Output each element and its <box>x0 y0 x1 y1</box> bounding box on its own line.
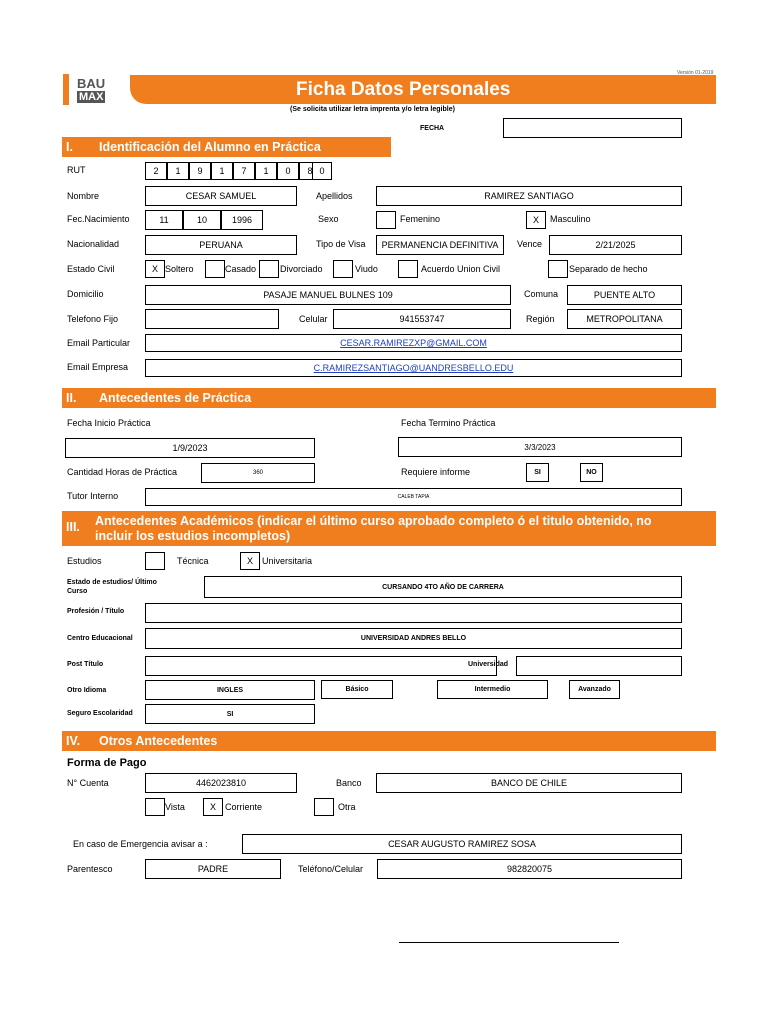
section-3-header: III. Antecedentes Académicos (indicar el último curso aprobado completo ó el titulo obtenido, no incluir los estudios incompletos) <box>62 511 716 546</box>
universitaria-checkbox[interactable]: X <box>240 552 260 570</box>
fecha-label: FECHA <box>420 125 445 132</box>
version-text: Versión 01-2019 <box>677 70 714 76</box>
rut-digit-1[interactable]: 2 <box>145 162 167 180</box>
banco-field[interactable]: BANCO DE CHILE <box>376 773 682 793</box>
comuna-field[interactable]: PUENTE ALTO <box>567 285 682 305</box>
rut-dv[interactable]: 0 <box>312 162 332 180</box>
sexo-label: Sexo <box>318 214 339 224</box>
centro-field[interactable]: UNIVERSIDAD ANDRES BELLO <box>145 628 682 649</box>
viudo-label: Viudo <box>355 264 378 274</box>
vista-label: Vista <box>165 802 185 812</box>
termino-label: Fecha Termino Práctica <box>401 418 496 428</box>
parentesco-field[interactable]: PADRE <box>145 859 281 879</box>
section-4-header: IV. Otros Antecedentes <box>62 731 716 751</box>
rut-digit-5[interactable]: 7 <box>233 162 255 180</box>
fecnac-month[interactable]: 10 <box>183 210 221 230</box>
femenino-checkbox[interactable] <box>376 211 396 229</box>
acuerdo-checkbox[interactable] <box>398 260 418 278</box>
banco-label: Banco <box>336 778 362 788</box>
section-1-title: Identificación del Alumno en Práctica <box>99 140 321 154</box>
estado-estudios-label-2: Curso <box>67 588 88 595</box>
informe-label: Requiere informe <box>401 467 471 477</box>
seguro-field[interactable]: SI <box>145 704 315 724</box>
corriente-checkbox[interactable]: X <box>203 798 223 816</box>
telcel-label: Teléfono/Celular <box>298 864 364 874</box>
emailemp-link[interactable]: C.RAMIREZSANTIAGO@UANDRESBELLO.EDU <box>313 363 514 373</box>
informe-si-box[interactable]: SI <box>526 463 549 482</box>
emailpart-label: Email Particular <box>67 338 131 348</box>
masculino-label: Masculino <box>550 214 591 224</box>
apellidos-field[interactable]: RAMIREZ SANTIAGO <box>376 186 682 206</box>
profesion-field[interactable] <box>145 603 682 623</box>
telfijo-field[interactable] <box>145 309 279 329</box>
region-field[interactable]: METROPOLITANA <box>567 309 682 329</box>
inicio-label: Fecha Inicio Práctica <box>67 418 151 428</box>
basico-box[interactable]: Básico <box>321 680 393 699</box>
femenino-label: Femenino <box>400 214 441 224</box>
informe-no-box[interactable]: NO <box>580 463 603 482</box>
rut-digit-6[interactable]: 1 <box>255 162 277 180</box>
rut-label: RUT <box>67 165 86 175</box>
tipovisa-field[interactable]: PERMANENCIA DEFINITIVA <box>376 235 504 255</box>
rut-digit-8[interactable]: 8 <box>299 162 321 180</box>
nombre-label: Nombre <box>67 191 100 201</box>
horas-label: Cantidad Horas de Práctica <box>67 467 178 477</box>
section-3-title-line2: incluir los estudios incompletos) <box>95 529 291 543</box>
intermedio-box[interactable]: Intermedio <box>437 680 548 699</box>
emailpart-link[interactable]: CESAR.RAMIREZXP@GMAIL.COM <box>340 338 487 348</box>
corriente-label: Corriente <box>225 802 263 812</box>
tipovisa-label: Tipo de Visa <box>316 239 366 249</box>
fecha-field[interactable] <box>503 118 682 138</box>
logo-text-max: MAX <box>79 91 104 103</box>
posttitulo-label: Post Título <box>67 661 104 668</box>
telfijo-label: Telefono Fijo <box>67 314 119 324</box>
termino-field[interactable]: 3/3/2023 <box>398 437 682 457</box>
tecnica-checkbox[interactable] <box>145 552 165 570</box>
avanzado-box[interactable]: Avanzado <box>569 680 620 699</box>
divorciado-checkbox[interactable] <box>259 260 279 278</box>
seguro-label: Seguro Escolaridad <box>67 710 133 717</box>
viudo-checkbox[interactable] <box>333 260 353 278</box>
nacionalidad-field[interactable]: PERUANA <box>145 235 297 255</box>
vista-checkbox[interactable] <box>145 798 165 816</box>
section-2-header: II. Antecedentes de Práctica <box>62 388 716 408</box>
section-3-title-line1: Antecedentes Académicos (indicar el último curso aprobado completo ó el titulo obtenido, no <box>95 514 652 528</box>
cuenta-label: N° Cuenta <box>67 778 109 788</box>
masculino-checkbox[interactable]: X <box>526 211 546 229</box>
soltero-checkbox[interactable]: X <box>145 260 165 278</box>
domicilio-label: Domicilio <box>67 289 104 299</box>
fecnac-year[interactable]: 1996 <box>221 210 263 230</box>
centro-label: Centro Educacional <box>67 635 133 642</box>
emergencia-field[interactable]: CESAR AUGUSTO RAMIREZ SOSA <box>242 834 682 854</box>
signature-line <box>399 942 619 943</box>
cuenta-field[interactable]: 4462023810 <box>145 773 297 793</box>
subtitle: (Se solicita utilizar letra imprenta y/o letra legible) <box>290 106 455 113</box>
rut-digit-3[interactable]: 9 <box>189 162 211 180</box>
fecnac-label: Fec.Nacimiento <box>67 214 130 224</box>
posttitulo-field[interactable] <box>145 656 497 676</box>
vence-label: Vence <box>517 239 543 249</box>
universidad-label: Universidad <box>468 661 509 668</box>
emailemp-field[interactable] <box>145 359 682 377</box>
casado-label: Casado <box>225 264 257 274</box>
acuerdo-label: Acuerdo Union Civil <box>421 264 501 274</box>
inicio-field[interactable]: 1/9/2023 <box>65 438 315 458</box>
nacionalidad-label: Nacionalidad <box>67 239 120 249</box>
celular-label: Celular <box>299 314 328 324</box>
rut-digit-4[interactable]: 1 <box>211 162 233 180</box>
estudios-label: Estudios <box>67 556 102 566</box>
soltero-label: Soltero <box>165 264 194 274</box>
domicilio-field[interactable]: PASAJE MANUEL BULNES 109 <box>145 285 511 305</box>
logo-text-bau: BAU <box>77 76 106 91</box>
telcel-field[interactable]: 982820075 <box>377 859 682 879</box>
logo <box>63 74 113 106</box>
section-4-title: Otros Antecedentes <box>99 734 218 748</box>
estado-estudios-label-1: Estado de estudios/ Último <box>67 579 157 586</box>
otra-checkbox[interactable] <box>314 798 334 816</box>
casado-checkbox[interactable] <box>205 260 225 278</box>
emailemp-label: Email Empresa <box>67 362 129 372</box>
formapago-label: Forma de Pago <box>67 757 147 769</box>
estado-estudios-field[interactable]: CURSANDO 4TO AÑO DE CARRERA <box>204 576 682 598</box>
fecnac-day[interactable]: 11 <box>145 210 183 230</box>
tutor-field[interactable]: CALEB TAPIA <box>145 488 682 506</box>
idioma-field[interactable]: INGLES <box>145 680 315 700</box>
vence-field[interactable]: 2/21/2025 <box>549 235 682 255</box>
separado-checkbox[interactable] <box>548 260 568 278</box>
region-label: Región <box>526 314 555 324</box>
otra-label: Otra <box>338 802 356 812</box>
divorciado-label: Divorciado <box>280 264 323 274</box>
emergencia-label: En caso de Emergencia avisar a : <box>73 839 208 849</box>
section-2-title: Antecedentes de Práctica <box>99 391 252 405</box>
tecnica-label: Técnica <box>177 556 209 566</box>
universitaria-label: Universitaria <box>262 556 313 566</box>
universidad-field[interactable] <box>516 656 682 676</box>
page-title: Ficha Datos Personales <box>296 79 511 100</box>
celular-field[interactable]: 941553747 <box>333 309 511 329</box>
parentesco-label: Parentesco <box>67 864 113 874</box>
idioma-label: Otro Idioma <box>67 687 107 694</box>
profesion-label: Profesión / Título <box>67 608 125 615</box>
tutor-label: Tutor Interno <box>67 491 119 501</box>
section-1-header: I. Identificación del Alumno en Práctica <box>62 137 391 157</box>
rut-digit-7[interactable]: 0 <box>277 162 299 180</box>
nombre-field[interactable]: CESAR SAMUEL <box>145 186 297 206</box>
comuna-label: Comuna <box>524 289 559 299</box>
estadocivil-label: Estado Civil <box>67 264 115 274</box>
horas-field[interactable]: 360 <box>201 463 315 483</box>
apellidos-label: Apellidos <box>316 191 353 201</box>
emailpart-field[interactable] <box>145 334 682 352</box>
rut-digit-2[interactable]: 1 <box>167 162 189 180</box>
separado-label: Separado de hecho <box>569 264 648 274</box>
